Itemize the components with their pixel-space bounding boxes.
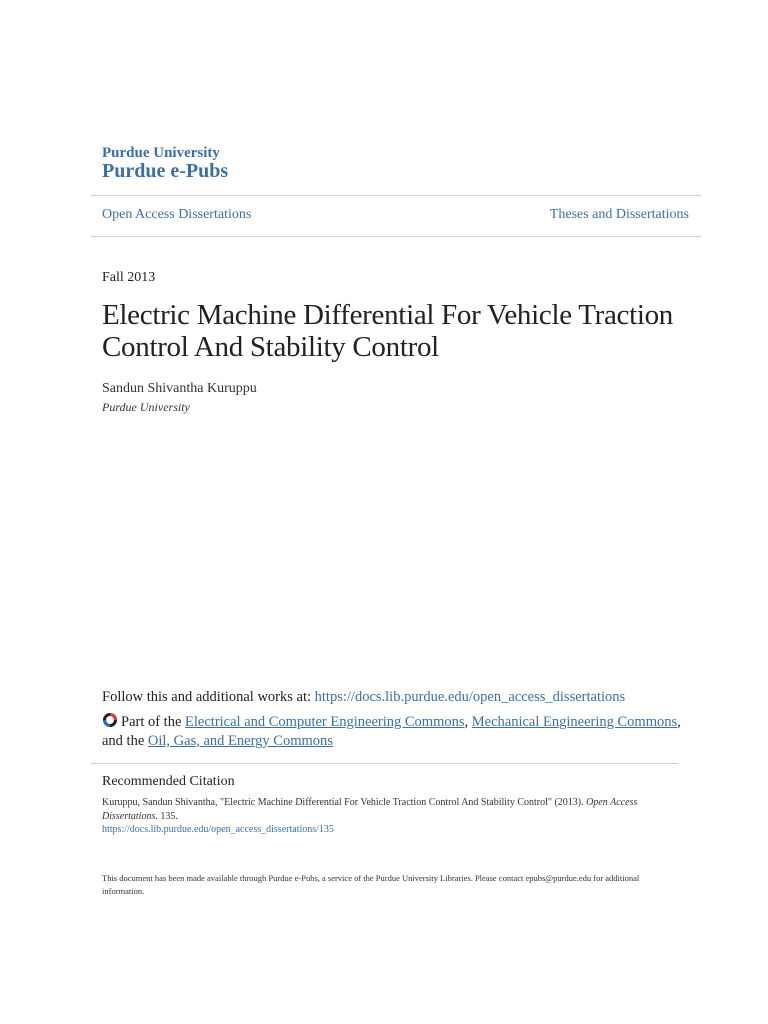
part-of-sep2: , [677, 714, 681, 730]
citation-main: Kuruppu, Sandun Shivantha, "Electric Machine Differential For Vehicle Traction Control And Stability Control" (2013). [102, 797, 587, 808]
bepress-commons-icon [102, 712, 118, 728]
citation-heading: Recommended Citation [102, 774, 235, 789]
university-name[interactable]: Purdue University [102, 145, 220, 161]
citation-series: Open Access Dissertations [102, 797, 638, 822]
citation-number: . 135. [155, 811, 178, 822]
part-of-sep1: , [464, 714, 472, 730]
collection-link[interactable]: Open Access Dissertations [102, 207, 252, 222]
me-commons-link[interactable]: Mechanical Engineering Commons [471, 714, 678, 730]
citation-text [102, 796, 682, 824]
site-name[interactable]: Purdue e-Pubs [102, 160, 229, 182]
part-of-prefix: Part of the [121, 714, 186, 730]
parent-collection-link[interactable]: Theses and Dissertations [549, 207, 689, 222]
citation-url-link[interactable]: https://docs.lib.purdue.edu/open_access_dissertations/135 [102, 824, 334, 835]
part-of-and-the: and the [102, 733, 148, 749]
follow-prefix: Follow this and additional works at: [102, 689, 315, 705]
oil-gas-energy-commons-link[interactable]: Oil, Gas, and Energy Commons [147, 733, 333, 749]
author-name: Sandun Shivantha Kuruppu [102, 381, 257, 396]
divider-top [91, 195, 701, 196]
footer-note: This document has been made available through Purdue e-Pubs, a service of the Purdue University Libraries. Please contact epubs@purdue.edu for additional information. [102, 873, 640, 896]
divider-nav [91, 236, 701, 237]
follow-line [102, 689, 625, 706]
ece-commons-link[interactable]: Electrical and Computer Engineering Commons [185, 714, 465, 730]
part-of-line [102, 712, 702, 751]
follow-url-link[interactable]: https://docs.lib.purdue.edu/open_access_dissertations [314, 689, 626, 705]
divider-citation [91, 763, 678, 764]
author-affiliation: Purdue University [102, 400, 190, 414]
publication-date: Fall 2013 [102, 270, 156, 285]
document-title: Electric Machine Differential For Vehicle Traction Control And Stability Control [102, 299, 674, 363]
